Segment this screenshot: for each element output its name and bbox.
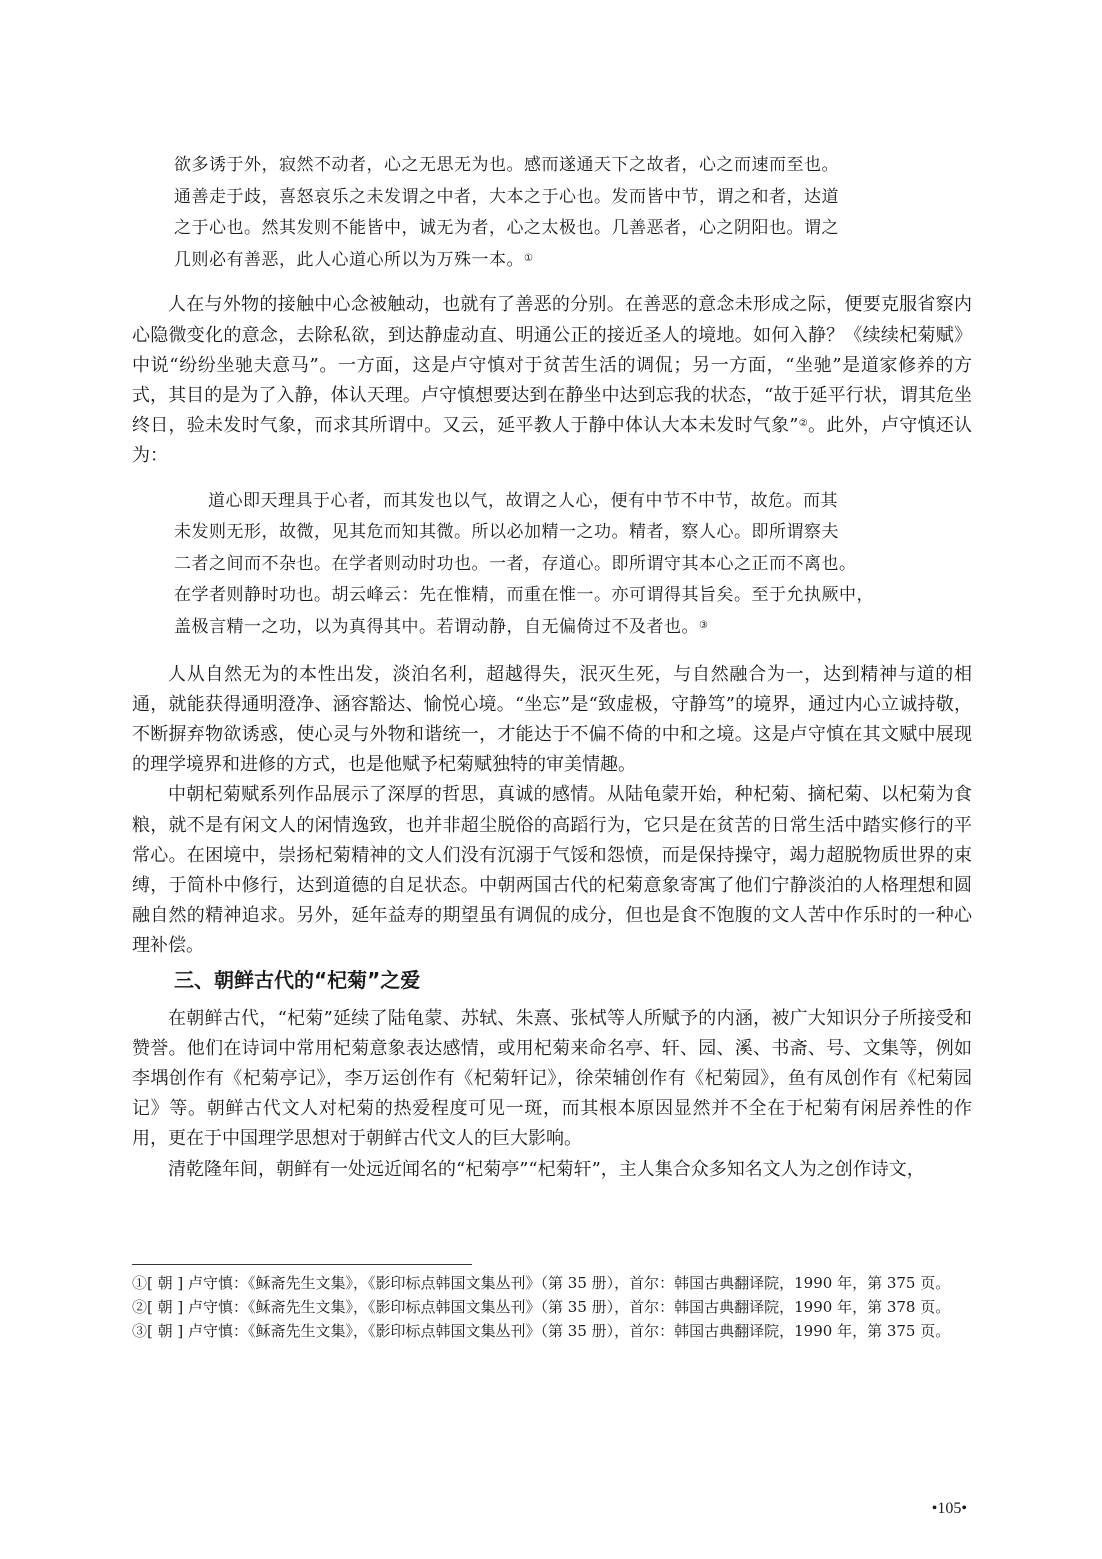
quote-line-text: 盖极言精一之功，以为真得其中。若谓动静，自无偏倚过不及者也。 bbox=[174, 616, 699, 637]
quote-line: 在学者则静时功也。胡云峰云：先在惟精，而重在惟一。亦可谓得其旨矣。至于允执厥中， bbox=[174, 585, 874, 606]
body-section-1 bbox=[132, 290, 972, 471]
section-heading: 三、朝鲜古代的“杞菊”之爱 bbox=[174, 967, 421, 992]
quote-line bbox=[174, 612, 934, 644]
footnote-ref-1[interactable]: ① bbox=[524, 252, 534, 264]
paragraph: 清乾隆年间，朝鲜有一处远近闻名的“杞菊亭”“杞菊轩”，主人集合众多知名文人为之创作诗文， bbox=[168, 1158, 925, 1180]
quote-line-text: 几则必有善恶，此人心道心所以为万殊一本。 bbox=[174, 249, 524, 270]
paragraph-text: 人在与外物的接触中心念被触动，也就有了善恶的分别。在善恶的意念未形成之际，便要克服省察内心隐微变化的意念，去除私欲，到达静虚动直、明通公正的接近圣人的境地。如何入静？《续续杞菊赋》中说“纷纷坐驰夫意马”。一方面，这是卢守慎对于贫苦生活的调侃；另一方面，“坐驰”是道家修养的方式，其目的是为了入静，体认天理。卢守慎想要达到在静坐中达到忘我的状态，“故于延平行状，谓其危坐终日，验未发时气象，而求其所谓中。又云，延平教人于静中体认大本未发时气象” bbox=[132, 294, 972, 437]
quote-line: 之于心也。然其发则不能皆中，诚无为者，心之太极也。几善恶者，心之阴阳也。谓之 bbox=[174, 218, 839, 239]
block-quote-2 bbox=[174, 486, 934, 644]
quote-line: 通善走于歧，喜怒哀乐之未发谓之中者，大本之于心也。发而皆中节，谓之和者，达道 bbox=[174, 186, 839, 207]
footnote-2: ②[ 朝 ] 卢守慎：《稣斋先生文集》，《影印标点韩国文集丛刊》（第 35 册），首尔：韩国古典翻译院，1990 年，第 378 页。 bbox=[132, 1298, 951, 1316]
paragraph: 人从自然无为的本性出发，淡泊名利，超越得失，泯灭生死，与自然融合为一，达到精神与道的相通，就能获得通明澄净、涵容豁达、愉悦心境。“坐忘”是“致虚极，守静笃”的境界，通过内心立诚持敬，不断摒弃物欲诱惑，使心灵与外物和谐统一，才能达于不偏不倚的中和之境。这是卢守慎在其文赋中展现的理学境界和进修的方式，也是他赋予杞菊赋独特的审美情趣。 bbox=[132, 663, 972, 776]
footnote-3: ③[ 朝 ] 卢守慎：《稣斋先生文集》，《影印标点韩国文集丛刊》（第 35 册），首尔：韩国古典翻译院，1990 年，第 375 页。 bbox=[132, 1322, 951, 1340]
page-body bbox=[132, 150, 972, 1185]
footnote-divider bbox=[132, 1264, 472, 1265]
paragraph: 在朝鲜古代，“杞菊”延续了陆龟蒙、苏轼、朱熹、张栻等人所赋予的内涵，被广大知识分子所接受和赞誉。他们在诗词中常用杞菊意象表达感情，或用杞菊来命名亭、轩、园、溪、书斋、号、文集等，例如李堣创作有《杞菊亭记》，李万运创作有《杞菊轩记》，徐荣辅创作有《杞菊园》，鱼有凤创作有《杞菊园记》等。朝鲜古代文人对杞菊的热爱程度可见一斑，而其根本原因显然并不全在于杞菊有闲居养性的作用，更在于中国理学思想对于朝鲜古代文人的巨大影响。 bbox=[132, 1007, 972, 1150]
block-quote-1 bbox=[174, 150, 934, 276]
footnote-ref-3[interactable]: ③ bbox=[699, 619, 709, 631]
quote-line: 欲多诱于外，寂然不动者，心之无思无为也。感而遂通天下之故者，心之而速而至也。 bbox=[174, 155, 839, 175]
footnote-ref-2[interactable]: ② bbox=[798, 418, 808, 430]
body-section-2 bbox=[132, 660, 972, 962]
footnote-1: ①[ 朝 ] 卢守慎：《稣斋先生文集》，《影印标点韩国文集丛刊》（第 35 册），首尔：韩国古典翻译院，1990 年，第 375 页。 bbox=[132, 1274, 951, 1292]
body-section-3 bbox=[132, 1004, 972, 1185]
paragraph-tail: 。此外，卢守慎还认为： bbox=[132, 415, 973, 467]
page-number: •105• bbox=[931, 1500, 967, 1517]
footnotes bbox=[132, 1273, 972, 1345]
paragraph: 中朝杞菊赋系列作品展示了深厚的哲思，真诚的感情。从陆龟蒙开始，种杞菊、摘杞菊、以杞菊为食粮，就不是有闲文人的闲情逸致，也并非超尘脱俗的高蹈行为，它只是在贫苦的日常生活中踏实修行的平常心。在困境中，崇扬杞菊精神的文人们没有沉溺于气馁和怨愤，而是保持操守，竭力超脱物质世界的束缚，于简朴中修行，达到道德的自足状态。中朝两国古代的杞菊意象寄寓了他们宁静淡泊的人格理想和圆融自然的精神追求。另外，延年益寿的期望虽有调侃的成分，但也是食不饱腹的文人苦中作乐时的一种心理补偿。 bbox=[132, 784, 972, 957]
quote-line: 道心即天理具于心者，而其发也以气，故谓之人心，便有中节不中节，故危。而其 bbox=[208, 490, 838, 511]
paragraph bbox=[132, 290, 972, 471]
quote-line: 二者之间而不杂也。在学者则动时功也。一者，存道心。即所谓守其本心之正而不离也。 bbox=[174, 553, 857, 574]
quote-line: 未发则无形，故微，见其危而知其微。所以必加精一之功。精者，察人心。即所谓察夫 bbox=[174, 522, 839, 543]
quote-line bbox=[174, 245, 934, 277]
